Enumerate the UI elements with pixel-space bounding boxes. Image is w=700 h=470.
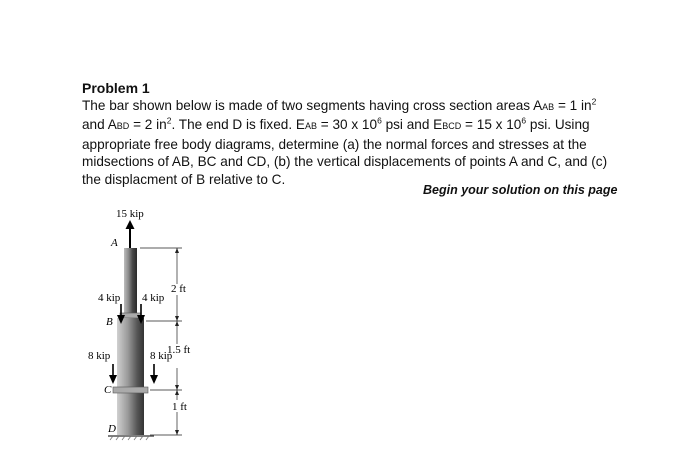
problem-statement [82,97,642,188]
statement-line-2: and ABD = 2 $in^2$. The end D is fixed. EAB = 30 x $10^6$ psi and EBCD = 15 x $10^6$ psi. Using [82,115,590,133]
up-arrow-icon [126,220,135,248]
statement-line-5: the displacment of B relative to C. [82,171,286,187]
point-d-label: D [108,423,116,435]
solution-note: Begin your solution on this page [423,183,618,197]
dim-bc-label: 1.5 ft [167,344,191,356]
statement-line-3: appropriate free body diagrams, determine (a) the normal forces and stresses at the [82,136,587,152]
down-arrow-icon [109,364,117,384]
problem-title: Problem 1 [82,80,150,96]
statement-line-1: The bar shown below is made of two segments having cross section areas AAB = 1 $in^2$ [82,96,597,113]
dim-ab-label: 2 ft [171,283,186,295]
load-b-left-label: 4 kip [98,292,121,304]
top-load-label: 15 kip [116,208,144,220]
point-a-label: A [111,237,118,249]
bar-figure [80,200,210,450]
point-c-label: C [104,384,112,396]
segment-bcd [117,318,144,435]
segment-ab [124,248,137,317]
load-c-left-label: 8 kip [88,350,111,362]
point-b-label: B [106,316,113,328]
fixed-support [108,436,154,440]
collar-c [113,387,148,393]
down-arrow-icon [150,364,158,384]
load-b-right-label: 4 kip [142,292,165,304]
dim-cd-label: 1 ft [172,401,187,413]
statement-line-4: midsections of AB, BC and CD, (b) the vertical displacements of points A and C, and (c) [82,154,608,170]
load-c-right-label: 8 kip [150,350,173,362]
